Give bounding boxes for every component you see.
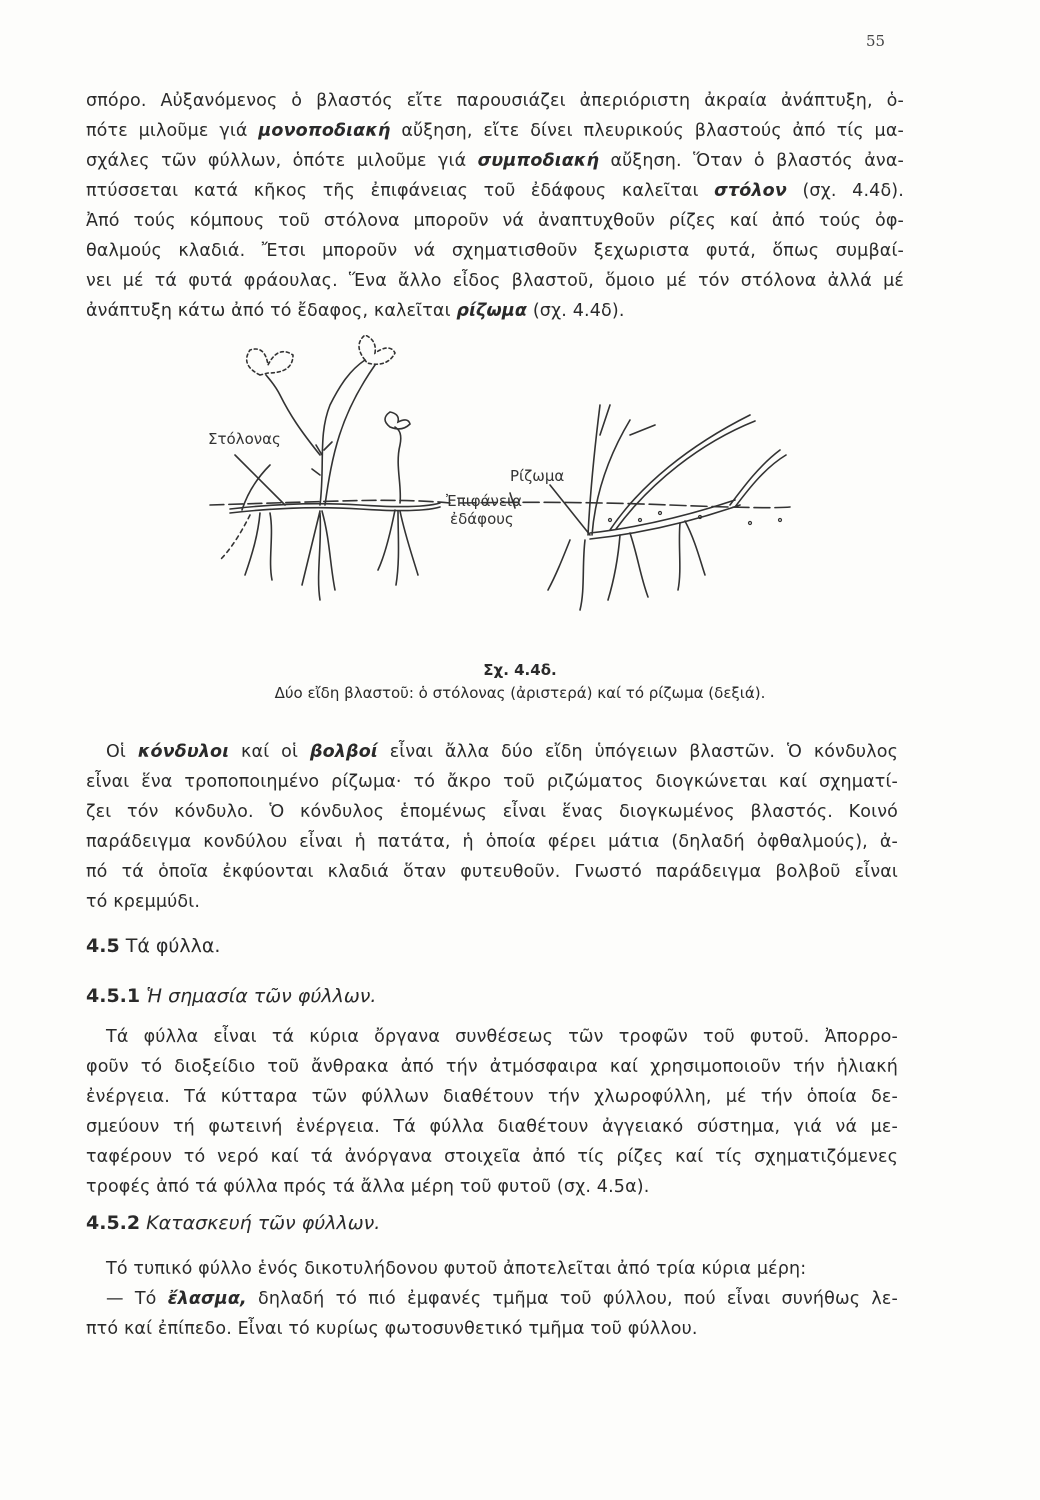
- leaf: [247, 349, 293, 375]
- stem: [320, 360, 365, 505]
- paragraph-leaf-importance: [86, 1022, 898, 1202]
- text-line: [86, 737, 898, 767]
- page-number: 55: [866, 32, 886, 50]
- paragraph-tubers-bulbs: [86, 737, 898, 917]
- figure-caption-number: Σχ. 4.4δ.: [483, 661, 557, 679]
- text-line: [86, 176, 904, 206]
- text: Οἱ: [106, 742, 138, 762]
- text-line: [86, 86, 904, 116]
- label-surface-2: ἐδάφους: [450, 510, 514, 528]
- text: Τό τυπικό φύλλο ἑνός δικοτυλήδονου φυτοῦ ἀποτελεῖται ἀπό τρία κύρια μέρη:: [106, 1259, 807, 1279]
- subsection-number: 4.5.1: [86, 985, 141, 1007]
- subsection-title: Κατασκευή τῶν φύλλων.: [146, 1212, 381, 1234]
- pointer-rhizome: [550, 485, 590, 535]
- section-heading: [86, 935, 220, 957]
- root: [245, 513, 260, 575]
- shoot: [730, 450, 780, 505]
- label-rhizome: Ρίζωμα: [510, 467, 565, 485]
- text: — Τό: [106, 1289, 168, 1309]
- shoot-tips: [600, 405, 655, 435]
- term-monopodial: μονοποδιακή: [258, 121, 391, 141]
- text-line: [86, 266, 904, 296]
- pointer-stolon: [235, 455, 285, 505]
- text-line: [86, 857, 898, 887]
- text-line: [86, 827, 898, 857]
- text-line: [86, 767, 898, 797]
- text-line: [86, 296, 904, 326]
- text-line: [86, 1142, 898, 1172]
- text-line: [86, 1254, 898, 1284]
- term-stolon: στόλον: [714, 181, 787, 201]
- section-title: Τά φύλλα.: [125, 935, 221, 957]
- subsection-number: 4.5.2: [86, 1212, 141, 1234]
- label-stolon: Στόλονας: [208, 430, 281, 448]
- term-blade: ἔλασμα,: [167, 1289, 247, 1309]
- text: ἀνάπτυξη κάτω ἀπό τό ἔδαφος, καλεῖται: [86, 301, 457, 321]
- text-line: [86, 1284, 898, 1314]
- term-rhizome: ρίζωμα: [456, 301, 528, 321]
- label-surface-1: Ἐπιφάνεια: [446, 492, 523, 510]
- root: [220, 515, 250, 560]
- text: (σχ. 4.4δ).: [786, 181, 904, 201]
- term-bulbs: βολβοί: [309, 742, 378, 762]
- text: ἐνέργεια. Τά κύτταρα τῶν φύλλων διαθέτουν τήν χλωροφύλλη, μέ τήν ὁποία δε-: [86, 1087, 898, 1107]
- text-line: [86, 206, 904, 236]
- term-sympodial: συμποδιακή: [477, 151, 600, 171]
- text-line: [86, 1022, 898, 1052]
- paragraph-leaf-structure: [86, 1254, 898, 1344]
- section-number: 4.5: [86, 935, 120, 957]
- text: τροφές ἀπό τά φύλλα πρός τά ἄλλα μέρη τοῦ φυτοῦ (σχ. 4.5α).: [86, 1177, 650, 1197]
- text: Τά φύλλα εἶναι τά κύρια ὄργανα συνθέσεως τῶν τροφῶν τοῦ φυτοῦ. Ἀπορρο-: [106, 1027, 898, 1047]
- subsection-heading-1: [86, 985, 376, 1007]
- text-line: [86, 1052, 898, 1082]
- text: εἶναι ἄλλα δύο εἴδη ὑπόγειων βλαστῶν. Ὁ κόνδυλος: [377, 742, 898, 762]
- text: πτό καί ἐπίπεδο. Εἶναι τό κυρίως φωτοσυνθετικό τμῆμα τοῦ φύλλου.: [86, 1319, 698, 1339]
- text: ζει τόν κόνδυλο. Ὁ κόνδυλος ἑπομένως εἶναι ἕνας διογκωμένος βλαστός. Κοινό: [86, 802, 898, 822]
- text: φοῦν τό διοξείδιο τοῦ ἄνθρακα ἀπό τήν ἀτμόσφαιρα καί χρησιμοποιοῦν τήν ἡλιακή: [86, 1057, 898, 1077]
- text: θαλμούς κλαδιά. Ἔτσι μποροῦν νά σχηματισθοῦν ξεχωριστα φυτά, ὅπως συμβαί-: [86, 241, 904, 261]
- term-tubers: κόνδυλοι: [137, 742, 230, 762]
- figure-stolon-rhizome: [190, 335, 810, 655]
- text: εἶναι ἕνα τροποποιημένο ρίζωμα· τό ἄκρο τοῦ ριζώματος διογκώνεται καί σχηματί-: [86, 772, 898, 792]
- text: Ἀπό τούς κόμπους τοῦ στόλονα μποροῦν νά ἀναπτυχθοῦν ρίζες καί ἀπό τούς ὀφ-: [86, 211, 904, 231]
- text: (σχ. 4.4δ).: [527, 301, 625, 321]
- text-line: [86, 797, 898, 827]
- root: [548, 540, 585, 610]
- stolon-runner-2: [230, 507, 440, 513]
- text-line: [86, 1172, 898, 1202]
- figure-caption-text: Δύο εἴδη βλαστοῦ: ὁ στόλονας (ἀριστερά) καί τό ρίζωμα (δεξιά).: [274, 684, 766, 702]
- text-line: [86, 1082, 898, 1112]
- root: [678, 521, 705, 590]
- text: σπόρο. Αὐξανόμενος ὁ βλαστός εἴτε παρουσιάζει ἀπεριόριστη ἀκραία ἀνάπτυξη, ὁ-: [86, 91, 904, 111]
- stem: [325, 365, 375, 505]
- text-line: [86, 236, 904, 266]
- text: αὔξηση, εἴτε δίνει πλευρικούς βλαστούς ἀπό τίς μα-: [390, 121, 904, 141]
- text: πότε μιλοῦμε γιά: [86, 121, 259, 141]
- text: παράδειγμα κονδύλου εἶναι ἡ πατάτα, ἡ ὁποία φέρει μάτια (δηλαδή ὀφθαλμούς), ἀ-: [86, 832, 898, 852]
- text: πτύσσεται κατά κῆκος τῆς ἐπιφάνειας τοῦ ἐδάφους καλεῖται: [86, 181, 715, 201]
- text: καί οἱ: [229, 742, 310, 762]
- root: [608, 533, 648, 600]
- leaf: [385, 412, 410, 429]
- text-line: [86, 1314, 898, 1344]
- text: σμεύουν τή φωτεινή ἐνέργεια. Τά φύλλα διαθέτουν ἀγγειακό σύστημα, γιά νά με-: [86, 1117, 898, 1137]
- text: δηλαδή τό πιό ἐμφανές τμῆμα τοῦ φύλλου, πού εἶναι συνήθως λε-: [246, 1289, 898, 1309]
- text: τό κρεμμύδι.: [86, 892, 201, 912]
- text: πό τά ὁποῖα ἐκφύονται κλαδιά ὅταν φυτευθοῦν. Γνωστό παράδειγμα βολβοῦ εἶναι: [86, 862, 898, 882]
- subsection-title: Ἡ σημασία τῶν φύλλων.: [146, 985, 377, 1007]
- text: αὔξηση. Ὅταν ὁ βλαστός ἀνα-: [599, 151, 904, 171]
- root: [302, 511, 335, 600]
- text-line: [86, 116, 904, 146]
- text: νει μέ τά φυτά φράουλας. Ἕνα ἄλλο εἶδος βλαστοῦ, ὅμοιο μέ τόν στόλονα ἀλλά μέ: [86, 271, 904, 291]
- text: σχάλες τῶν φύλλων, ὁπότε μιλοῦμε γιά: [86, 151, 478, 171]
- rhizome-body-2: [590, 505, 740, 539]
- leaf: [359, 335, 395, 364]
- text: ταφέρουν τό νερό καί τά ἀνόργανα στοιχεῖα ἀπό τίς ρίζες καί τίς σχηματιζόμενες: [86, 1147, 898, 1167]
- paragraph-stems: [86, 86, 904, 326]
- root: [378, 510, 418, 585]
- text-line: [86, 1112, 898, 1142]
- stem: [395, 427, 401, 503]
- subsection-heading-2: [86, 1212, 380, 1234]
- soil-dots: [609, 512, 782, 525]
- shoot: [735, 455, 786, 507]
- shoot: [616, 421, 755, 529]
- text-line: [86, 887, 898, 917]
- root: [270, 513, 272, 580]
- text-line: [86, 146, 904, 176]
